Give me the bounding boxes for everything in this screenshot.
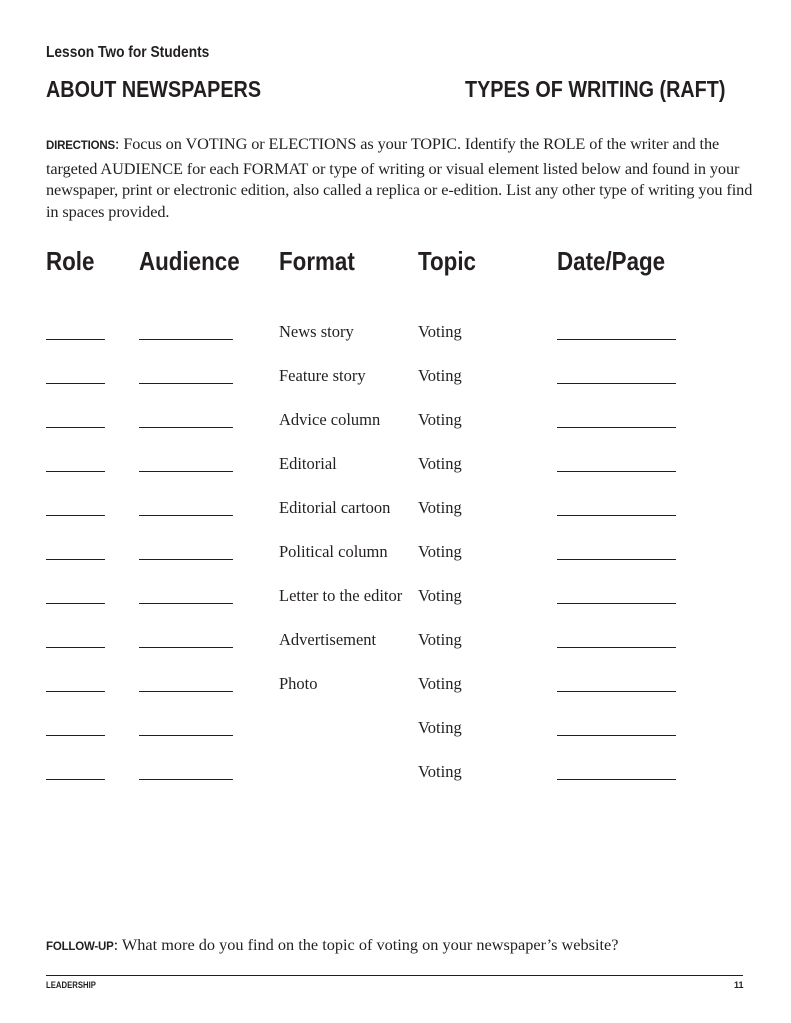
- topic-cell: Voting: [418, 454, 462, 473]
- footer-divider: [46, 975, 743, 976]
- topic-cell: Voting: [418, 410, 462, 429]
- followup-text: : What more do you find on the topic of voting on your newspaper’s website?: [113, 935, 619, 954]
- audience-blank[interactable]: [139, 691, 233, 692]
- column-header-role-text: Role: [46, 246, 95, 276]
- followup-label: FOLLOW-UP: [46, 941, 114, 953]
- role-blank[interactable]: [46, 779, 105, 780]
- date-page-blank[interactable]: [557, 735, 676, 736]
- table-row: [0, 757, 791, 787]
- audience-blank[interactable]: [139, 647, 233, 648]
- table-row: [0, 537, 791, 567]
- lesson-label-text: Lesson Two for Students: [46, 44, 210, 61]
- column-header-audience: [139, 246, 256, 277]
- audience-blank[interactable]: [139, 559, 233, 560]
- page-number-text: 11: [734, 980, 744, 990]
- column-header-topic-text: Topic: [418, 246, 476, 276]
- table-row: [0, 625, 791, 655]
- topic-cell: Voting: [418, 630, 462, 649]
- audience-blank[interactable]: [139, 735, 233, 736]
- role-blank[interactable]: [46, 427, 105, 428]
- directions-label: DIRECTIONS: [46, 140, 115, 152]
- topic-cell: Voting: [418, 718, 462, 737]
- audience-blank[interactable]: [139, 383, 233, 384]
- page-title-text: ABOUT NEWSPAPERS: [46, 76, 262, 102]
- role-blank[interactable]: [46, 603, 105, 604]
- column-header-audience-text: Audience: [139, 246, 240, 276]
- date-page-blank[interactable]: [557, 647, 676, 648]
- column-header-format-text: Format: [279, 246, 355, 276]
- footer-section-text: LEADERSHIP: [46, 980, 96, 990]
- format-cell: Advertisement: [279, 630, 377, 649]
- lesson-label: [46, 44, 236, 62]
- role-blank[interactable]: [46, 559, 105, 560]
- date-page-blank[interactable]: [557, 559, 676, 560]
- directions-paragraph: [46, 133, 756, 222]
- topic-cell: Voting: [418, 322, 462, 341]
- date-page-blank[interactable]: [557, 603, 676, 604]
- page-subtitle: [465, 76, 768, 103]
- followup-paragraph: [46, 935, 619, 955]
- page-title: [46, 76, 296, 103]
- format-cell: News story: [279, 322, 354, 341]
- role-blank[interactable]: [46, 339, 105, 340]
- column-header-role: [46, 246, 102, 277]
- topic-cell: Voting: [418, 498, 462, 517]
- column-header-date-page-text: Date/Page: [557, 246, 666, 276]
- audience-blank[interactable]: [139, 779, 233, 780]
- table-row: [0, 361, 791, 391]
- format-cell: Letter to the editor: [279, 586, 403, 605]
- page-subtitle-text: TYPES OF WRITING (RAFT): [465, 76, 726, 102]
- table-row: [0, 713, 791, 743]
- audience-blank[interactable]: [139, 603, 233, 604]
- topic-cell: Voting: [418, 586, 462, 605]
- audience-blank[interactable]: [139, 339, 233, 340]
- audience-blank[interactable]: [139, 471, 233, 472]
- table-row: [0, 317, 791, 347]
- table-row: [0, 405, 791, 435]
- table-row: [0, 493, 791, 523]
- role-blank[interactable]: [46, 515, 105, 516]
- column-header-topic: [418, 246, 485, 277]
- table-row: [0, 449, 791, 479]
- role-blank[interactable]: [46, 647, 105, 648]
- role-blank[interactable]: [46, 383, 105, 384]
- role-blank[interactable]: [46, 735, 105, 736]
- date-page-blank[interactable]: [557, 339, 676, 340]
- date-page-blank[interactable]: [557, 515, 676, 516]
- date-page-blank[interactable]: [557, 471, 676, 472]
- table-row: [0, 581, 791, 611]
- date-page-blank[interactable]: [557, 383, 676, 384]
- format-cell: Advice column: [279, 410, 381, 429]
- page-number: [734, 980, 744, 990]
- date-page-blank[interactable]: [557, 427, 676, 428]
- format-cell: Editorial: [279, 454, 337, 473]
- format-cell: Photo: [279, 674, 318, 693]
- audience-blank[interactable]: [139, 515, 233, 516]
- role-blank[interactable]: [46, 691, 105, 692]
- table-row: [0, 669, 791, 699]
- format-cell: Editorial cartoon: [279, 498, 391, 517]
- audience-blank[interactable]: [139, 427, 233, 428]
- column-header-date-page: [557, 246, 683, 277]
- directions-text: : Focus on VOTING or ELECTIONS as your TOPIC. Identify the ROLE of the writer and the targeted AUDIENCE for each FORMAT or type of writing or visual element listed below and found in your newspaper, print or electronic edition, also called a replica or e-edition. List any other type of writing you find in spaces provided.: [46, 134, 753, 221]
- topic-cell: Voting: [418, 366, 462, 385]
- date-page-blank[interactable]: [557, 691, 676, 692]
- topic-cell: Voting: [418, 762, 462, 781]
- topic-cell: Voting: [418, 674, 462, 693]
- footer-section-label: [46, 980, 104, 990]
- date-page-blank[interactable]: [557, 779, 676, 780]
- format-cell: Feature story: [279, 366, 366, 385]
- role-blank[interactable]: [46, 471, 105, 472]
- column-header-format: [279, 246, 367, 277]
- topic-cell: Voting: [418, 542, 462, 561]
- format-cell: Political column: [279, 542, 388, 561]
